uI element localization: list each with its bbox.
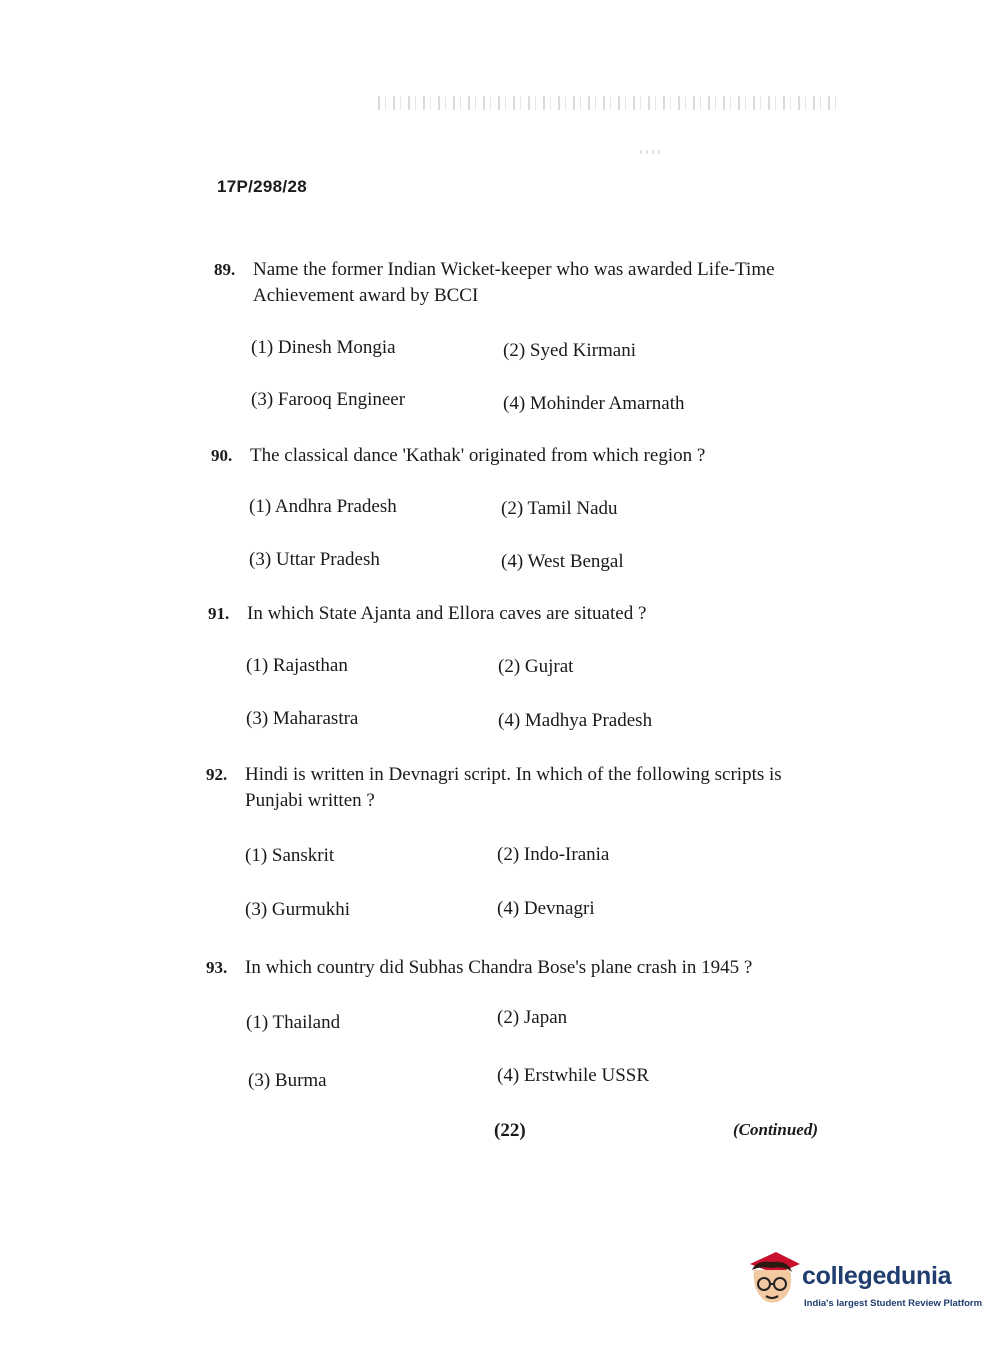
- option: (2) Tamil Nadu: [501, 498, 618, 519]
- question-93: [206, 955, 820, 981]
- question-number: 90.: [211, 446, 233, 465]
- collegedunia-watermark: [742, 1248, 983, 1318]
- question-text: In which State Ajanta and Ellora caves are situated ?: [247, 603, 647, 624]
- question-text: The classical dance 'Kathak' originated from which region ?: [250, 445, 706, 466]
- option: (3) Gurmukhi: [245, 899, 351, 920]
- option: (2) Japan: [497, 1007, 568, 1028]
- option: (4) Madhya Pradesh: [498, 710, 653, 731]
- question-number: 93.: [206, 958, 228, 977]
- option: (2) Syed Kirmani: [503, 340, 636, 361]
- question-number: 92.: [206, 765, 228, 784]
- question-92: [206, 762, 820, 814]
- question-89: [214, 257, 828, 309]
- option: (2) Gujrat: [498, 656, 574, 677]
- option: (1) Dinesh Mongia: [251, 337, 396, 358]
- mascot-logo-icon: [742, 1250, 800, 1312]
- continued-label: (Continued): [733, 1120, 819, 1139]
- option: (3) Maharastra: [246, 708, 359, 729]
- option: (3) Burma: [248, 1070, 327, 1091]
- option: (1) Sanskrit: [245, 845, 335, 866]
- option: (4) West Bengal: [501, 551, 624, 572]
- brand-name: collegedunia: [802, 1262, 952, 1290]
- option: (1) Andhra Pradesh: [249, 496, 397, 517]
- option: (4) Devnagri: [497, 898, 595, 919]
- question-90: [211, 443, 825, 469]
- option: (3) Farooq Engineer: [251, 389, 406, 410]
- scan-noise: [378, 96, 838, 110]
- option: (2) Indo-Irania: [497, 844, 610, 865]
- brand-tagline: India's largest Student Review Platform: [804, 1298, 983, 1309]
- page-number: (22): [494, 1120, 526, 1141]
- scan-noise: [640, 150, 662, 154]
- paper-code: 17P/298/28: [217, 177, 307, 196]
- option: (3) Uttar Pradesh: [249, 549, 380, 570]
- question-text: Hindi is written in Devnagri script. In which of the following scripts is Punjabi written ?: [245, 764, 782, 811]
- question-number: 89.: [214, 260, 236, 279]
- option: (4) Mohinder Amarnath: [503, 393, 685, 414]
- option: (1) Rajasthan: [246, 655, 348, 676]
- question-text: In which country did Subhas Chandra Bose's plane crash in 1945 ?: [245, 957, 753, 978]
- option: (4) Erstwhile USSR: [497, 1065, 649, 1086]
- question-text: Name the former Indian Wicket-keeper who was awarded Life-Time Achievement award by BCCI: [253, 259, 775, 306]
- option: (1) Thailand: [246, 1012, 341, 1033]
- question-91: [208, 601, 822, 627]
- question-number: 91.: [208, 604, 230, 623]
